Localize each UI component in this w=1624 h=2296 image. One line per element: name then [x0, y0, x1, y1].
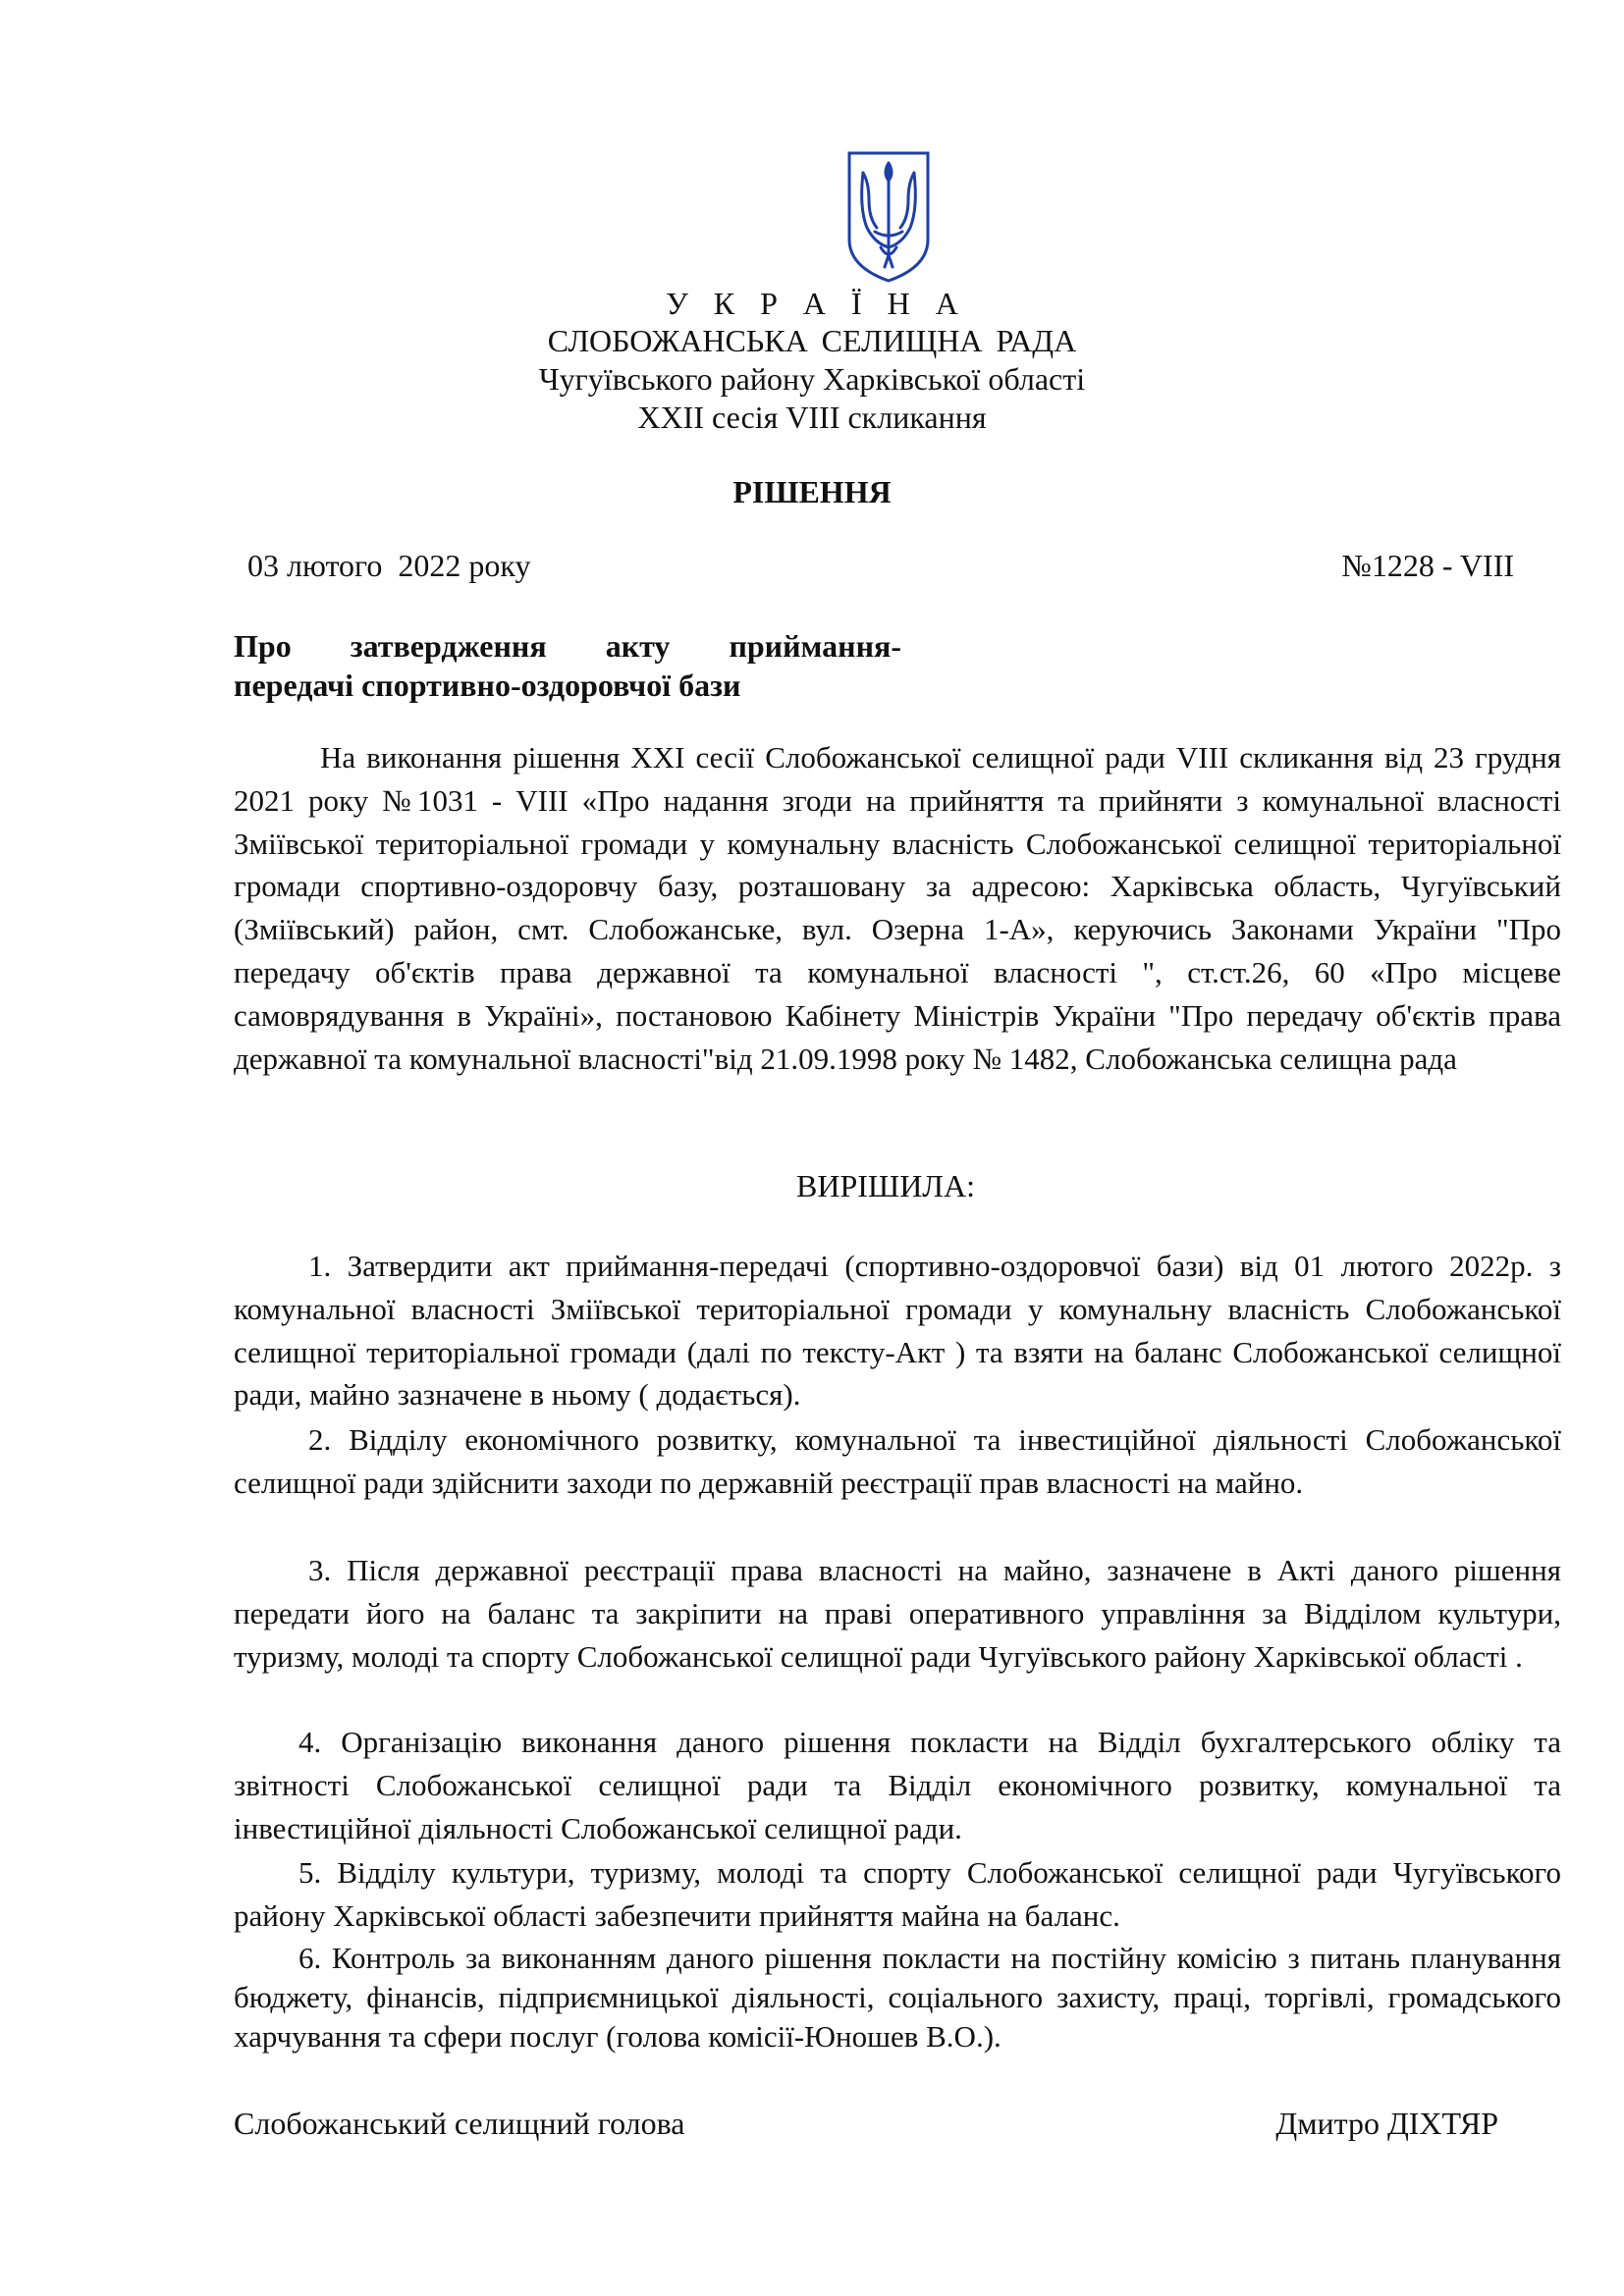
decision-number: №1228 - VIІІ — [1341, 548, 1514, 583]
subject-word: Про — [234, 628, 292, 664]
session-heading: ХХІІ сесія VIІІ скликання — [637, 400, 987, 435]
council-heading: СЛОБОЖАНСЬКА СЕЛИЩНА РАДА — [547, 323, 1077, 358]
decision-date: 03 лютого 2022 року — [247, 548, 531, 583]
subject-line-2: передачі спортивно-оздоровчої бази — [234, 667, 741, 703]
country-heading: У К Р А Ї Н А — [666, 286, 967, 321]
decision-item-5: 5. Відділу культури, туризму, молоді та спорту Слобожанської селищної ради Чугуївського району Харківської області забезпечити прийняття майна на баланс. — [234, 1855, 1561, 1933]
subject-word: приймання- — [729, 628, 901, 664]
district-heading: Чугуївського району Харківської області — [538, 361, 1086, 397]
coat-of-arms-icon — [845, 149, 932, 285]
subject-line-1 — [234, 626, 901, 666]
subject-word: затвердження — [350, 628, 547, 664]
signatory-title: Слобожанський селищний голова — [234, 2106, 685, 2141]
decision-item-2: 2. Відділу економічного розвитку, комунальної та інвестиційної діяльності Слобожанської селищної ради здійснити заходи по державній реєстрації прав власності на майно. — [234, 1422, 1561, 1500]
decision-item-3: 3. Після державної реєстрації права власності на майно, зазначене в Акті даного рішення передати його на баланс та закріпити на праві оперативного управління за Відділом культури, туризму, молоді та спорту Слобожанської селищної ради Чугуївського району Харківської області . — [234, 1553, 1561, 1674]
decision-item-4: 4. Організацію виконання даного рішення покласти на Відділ бухгалтерського обліку та звітності Слобожанської селищної ради та Відділ економічного розвитку, комунальної та інвестиційної діяльності Слобожанської селищної ради. — [234, 1725, 1561, 1845]
decision-item-6: 6. Контроль за виконанням даного рішення покласти на постійну комісію з питань планування бюджету, фінансів, підприємницької діяльності, соціального захисту, праці, торгівлі, громадського харчування та сфери послуг (голова комісії-Юношев В.О.). — [234, 1941, 1561, 2054]
subject-word: акту — [605, 628, 671, 664]
preamble-paragraph: На виконання рішення ХХІ сесії Слобожанської селищної ради VIІІ скликання від 23 грудня 2021 року №1031 - VIІІ «Про надання згоди на прийняття та прийняти з комунальної власності Зміївської територіальної громади у комунальну власність Слобожанської селищної територіальної громади спортивно-оздоровчу базу, розташовану за адресою: Харківська область, Чугуївський (Зміївський) район, смт. Слобожанське, вул. Озерна 1-А», керуючись Законами України "Про передачу об'єктів права державної та комунальної власності ", ст.ст.26, 60 «Про місцеве самоврядування в Україні», постановою Кабінету Міністрів України "Про передачу об'єктів права державної та комунальної власності"від 21.09.1998 року № 1482, Слобожанська селищна рада — [234, 740, 1561, 1076]
signatory-name: Дмитро ДІХТЯР — [1275, 2106, 1498, 2141]
decision-subject — [234, 626, 901, 705]
decision-item-1: 1. Затвердити акт приймання-передачі (спортивно-оздоровчої бази) від 01 лютого 2022р. з комунальної власності Зміївської територіальної громади у комунальну власність Слобожанської селищної територіальної громади (далі по тексту-Акт ) та взяти на баланс Слобожанської селищної ради, майно зазначене в ньому ( додається). — [234, 1249, 1561, 1413]
decided-heading: ВИРІШИЛА: — [796, 1168, 975, 1203]
document-type-title: РІШЕННЯ — [732, 474, 892, 509]
